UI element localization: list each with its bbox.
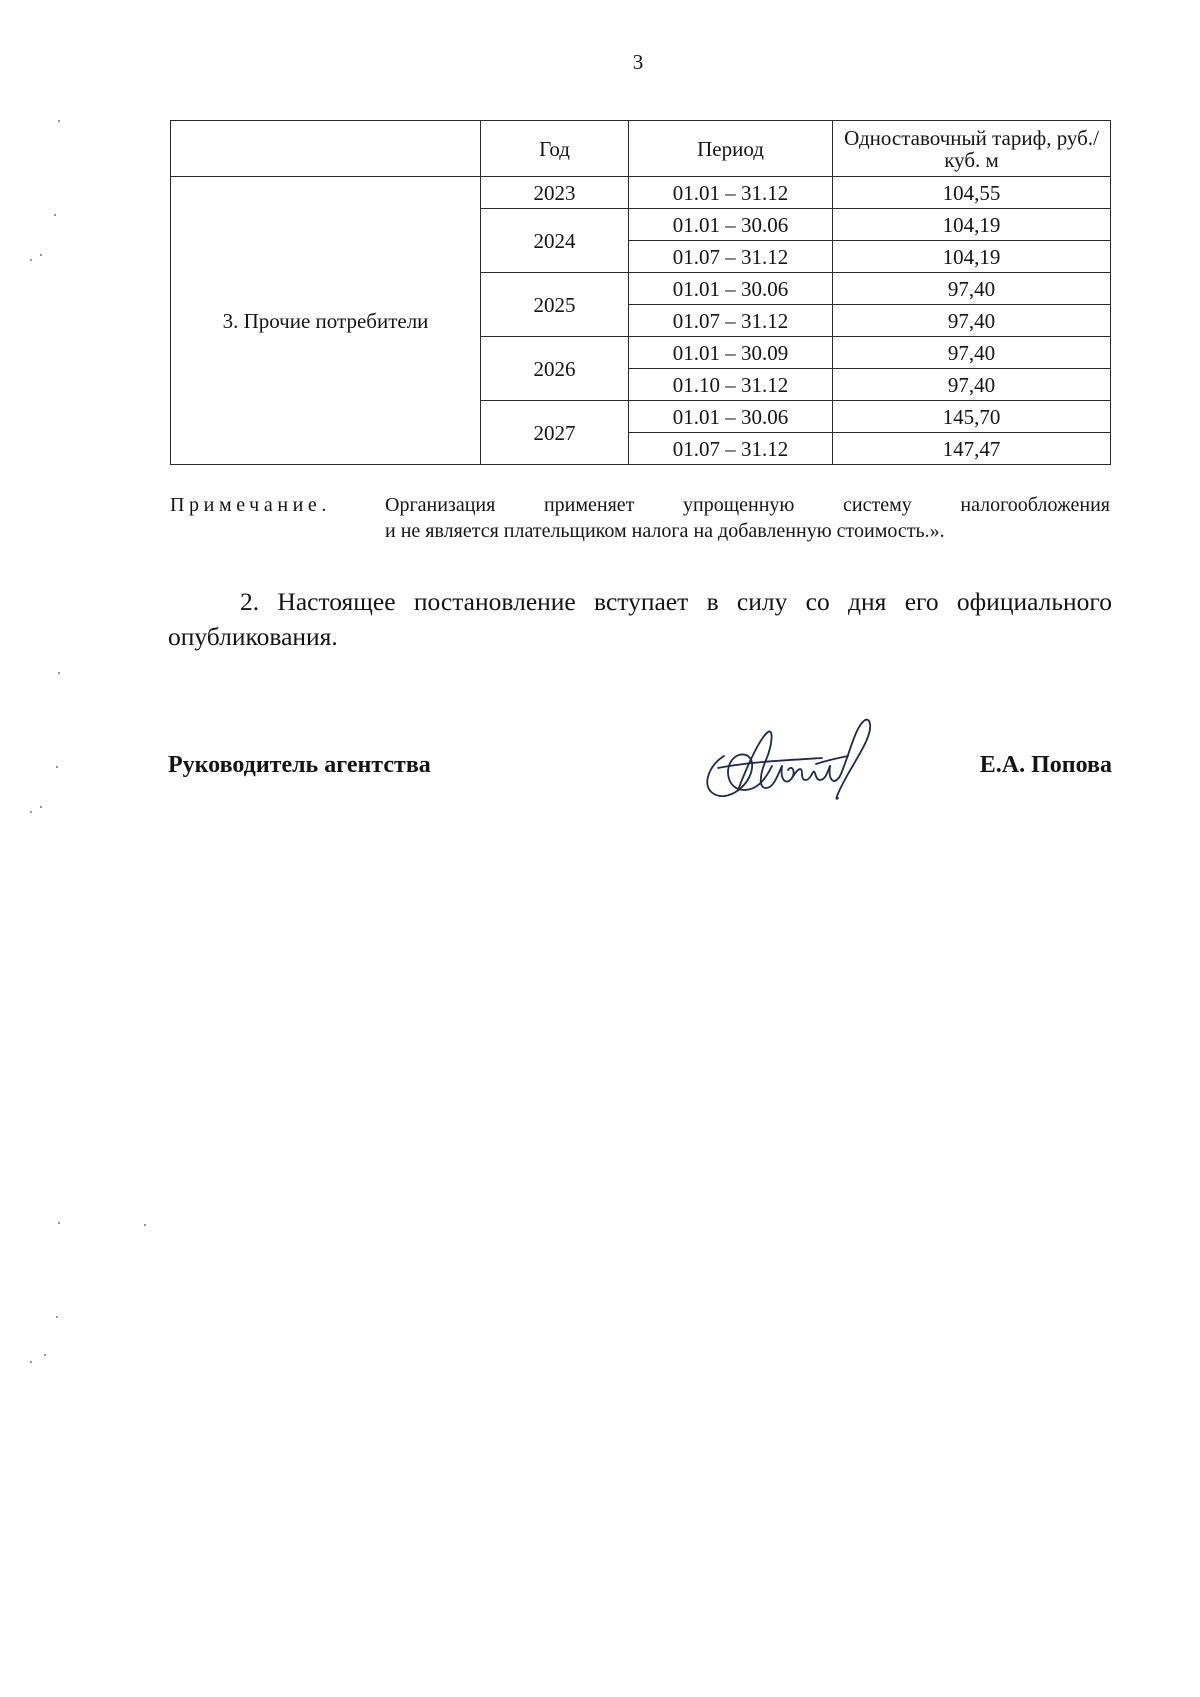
tariff-cell: 104,19 <box>833 241 1111 273</box>
year-cell: 2026 <box>481 337 629 401</box>
header-tariff: Одноставочный тариф, руб./куб. м <box>833 121 1111 177</box>
period-cell: 01.01 – 30.06 <box>629 209 833 241</box>
consumer-label: 3. Прочие потребители <box>171 177 481 465</box>
scan-speck <box>40 254 42 256</box>
note-text <box>385 492 1110 544</box>
year-cell: 2025 <box>481 273 629 337</box>
scan-speck <box>56 766 58 768</box>
scan-speck <box>40 806 42 808</box>
tariff-cell: 104,19 <box>833 209 1111 241</box>
year-cell: 2023 <box>481 177 629 209</box>
period-cell: 01.07 – 31.12 <box>629 241 833 273</box>
handwritten-signature <box>688 694 888 809</box>
header-year: Год <box>481 121 629 177</box>
scan-speck <box>44 1354 46 1356</box>
scan-speck <box>30 1361 32 1363</box>
tariff-cell: 97,40 <box>833 369 1111 401</box>
scan-speck <box>144 1224 146 1226</box>
scan-speck <box>30 259 32 261</box>
note-label: Примечание. <box>170 494 332 516</box>
scan-speck <box>58 120 60 122</box>
tariff-cell: 97,40 <box>833 337 1111 369</box>
scan-speck <box>54 214 56 216</box>
scan-speck <box>58 1222 60 1224</box>
tariff-cell: 97,40 <box>833 305 1111 337</box>
year-cell: 2027 <box>481 401 629 465</box>
header-period: Период <box>629 121 833 177</box>
tariff-cell: 145,70 <box>833 401 1111 433</box>
table-header-row <box>171 121 1111 177</box>
period-cell: 01.01 – 30.06 <box>629 401 833 433</box>
table-row <box>171 177 1111 209</box>
scan-speck <box>30 811 32 813</box>
tariff-cell: 97,40 <box>833 273 1111 305</box>
note-line-2: и не является плательщиком налога на добавленную стоимость.». <box>385 520 945 542</box>
period-cell: 01.01 – 30.09 <box>629 337 833 369</box>
clause-2: 2. Настоящее постановление вступает в силу со дня его официального опубликования. <box>168 587 1112 651</box>
signatory-title: Руководитель агентства <box>168 752 431 778</box>
scan-speck <box>58 672 60 674</box>
period-cell: 01.07 – 31.12 <box>629 305 833 337</box>
header-consumer <box>171 121 481 177</box>
tariff-cell: 147,47 <box>833 433 1111 465</box>
tariff-table <box>170 120 1111 465</box>
page-number: 3 <box>632 50 644 74</box>
period-cell: 01.07 – 31.12 <box>629 433 833 465</box>
scan-speck <box>56 1316 58 1318</box>
year-cell: 2024 <box>481 209 629 273</box>
signatory-name: Е.А. Попова <box>979 752 1112 778</box>
period-cell: 01.01 – 31.12 <box>629 177 833 209</box>
period-cell: 01.10 – 31.12 <box>629 369 833 401</box>
period-cell: 01.01 – 30.06 <box>629 273 833 305</box>
tariff-cell: 104,55 <box>833 177 1111 209</box>
note-line-1: Организация применяет упрощенную систему налогообложения <box>385 494 1110 516</box>
signature-block <box>168 744 1112 834</box>
